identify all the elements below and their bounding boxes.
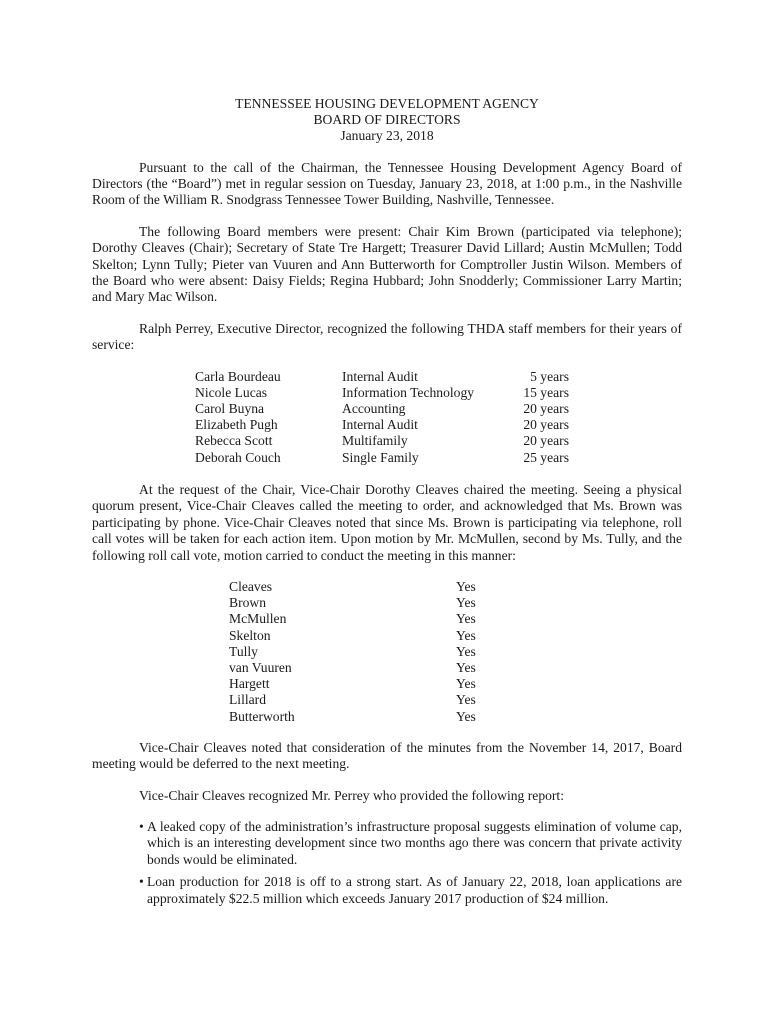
paragraph-report-intro: Vice-Chair Cleaves recognized Mr. Perrey who provided the following report: [139, 787, 564, 803]
table-row [229, 628, 476, 644]
table-row [229, 709, 476, 725]
staff-department: Single Family [342, 449, 419, 465]
member-name: van Vuuren [229, 659, 292, 675]
table-row [229, 660, 476, 676]
table-row [229, 579, 476, 595]
staff-name: Rebecca Scott [195, 433, 273, 449]
member-name: Butterworth [229, 708, 295, 724]
staff-department: Multifamily [342, 433, 408, 449]
table-row [229, 692, 476, 708]
staff-name: Elizabeth Pugh [195, 417, 278, 433]
member-name: Hargett [229, 676, 270, 692]
agency-name: TENNESSEE HOUSING DEVELOPMENT AGENCY [235, 96, 539, 111]
paragraph-meeting-call: Pursuant to the call of the Chairman, the Tennessee Housing Development Agency Board of Directors (the “Board”) met in regular session on Tuesday, January 23, 2018, at 1:00 p.m., in the Nashville Room of the William R. Snodgrass Tennessee Tower Building, Nashville, Tennessee. [92, 159, 682, 208]
minutes-page [92, 96, 682, 907]
document-header [92, 96, 682, 145]
bullet-icon: • [139, 874, 144, 890]
staff-name: Deborah Couch [195, 449, 281, 465]
member-name: McMullen [229, 611, 287, 627]
staff-name: Carla Bourdeau [195, 368, 281, 384]
report-bullet-list [92, 819, 682, 907]
bullet-text: Loan production for 2018 is off to a strong start. As of January 22, 2018, loan applications are approximately $22.5 million which exceeds January 2017 production of $24 million. [147, 874, 682, 906]
table-row [195, 401, 569, 417]
member-name: Skelton [229, 627, 271, 643]
table-row [195, 417, 569, 433]
table-row [229, 595, 476, 611]
board-name: BOARD OF DIRECTORS [313, 112, 461, 128]
member-vote: Yes [456, 659, 476, 675]
staff-years: 5 years [530, 368, 569, 384]
table-row [195, 369, 569, 385]
member-name: Lillard [229, 692, 266, 708]
table-row [195, 433, 569, 449]
staff-years: 20 years [523, 433, 569, 449]
staff-years: 15 years [523, 384, 569, 400]
table-row [195, 385, 569, 401]
staff-name: Nicole Lucas [195, 384, 268, 400]
bullet-icon: • [139, 818, 144, 834]
member-vote: Yes [456, 611, 476, 627]
staff-years: 20 years [523, 417, 569, 433]
staff-department: Internal Audit [342, 417, 418, 433]
bullet-text: A leaked copy of the administration’s infrastructure proposal suggests elimination of volume cap, which is an interesting development since two months ago there was concern that private activity bonds would be eliminated. [147, 818, 682, 867]
paragraph-minutes-deferred: Vice-Chair Cleaves noted that consideration of the minutes from the November 14, 2017, Board meeting would be deferred to the next meeting. [92, 739, 682, 772]
roll-call-table [229, 579, 476, 725]
member-vote: Yes [456, 578, 476, 594]
table-row [229, 611, 476, 627]
list-item [92, 819, 682, 868]
member-name: Brown [229, 595, 267, 611]
staff-years: 25 years [523, 449, 569, 465]
member-name: Tully [229, 643, 258, 659]
member-vote: Yes [456, 692, 476, 708]
member-vote: Yes [456, 708, 476, 724]
paragraph-attendance: The following Board members were present: Chair Kim Brown (participated via telephone); Dorothy Cleaves (Chair); Secretary of State Tre Hargett; Treasurer David Lillard; Austin McMullen; Todd Skelton; Lynn Tully; Pieter van Vuuren and Ann Butterworth for Comptroller Justin Wilson. Members of the Board who were absent: Daisy Fields; Regina Hubbard; John Snodderly; Commissioner Larry Martin; and Mary Mac Wilson. [92, 223, 682, 305]
staff-department: Information Technology [342, 384, 475, 400]
list-item [92, 874, 682, 907]
member-vote: Yes [456, 643, 476, 659]
table-row [229, 676, 476, 692]
member-name: Cleaves [229, 578, 273, 594]
meeting-date: January 23, 2018 [340, 128, 434, 144]
paragraph-quorum: At the request of the Chair, Vice-Chair Dorothy Cleaves chaired the meeting. Seeing a physical quorum present, Vice-Chair Cleaves called the meeting to order, and acknowledged that Ms. Brown was participating by phone. Vice-Chair Cleaves noted that since Ms. Brown is participating via telephone, roll call votes will be taken for each action item. Upon motion by Mr. McMullen, second by Ms. Tully, and the following roll call vote, motion carried to conduct the meeting in this manner: [92, 481, 682, 563]
table-row [195, 450, 569, 466]
staff-years: 20 years [523, 401, 569, 417]
table-row [229, 644, 476, 660]
member-vote: Yes [456, 627, 476, 643]
staff-department: Accounting [342, 401, 406, 417]
member-vote: Yes [456, 595, 476, 611]
staff-service-table [195, 369, 569, 466]
staff-department: Internal Audit [342, 368, 418, 384]
staff-name: Carol Buyna [195, 401, 265, 417]
paragraph-recognition: Ralph Perrey, Executive Director, recognized the following THDA staff members for their years of service: [92, 320, 682, 353]
member-vote: Yes [456, 676, 476, 692]
